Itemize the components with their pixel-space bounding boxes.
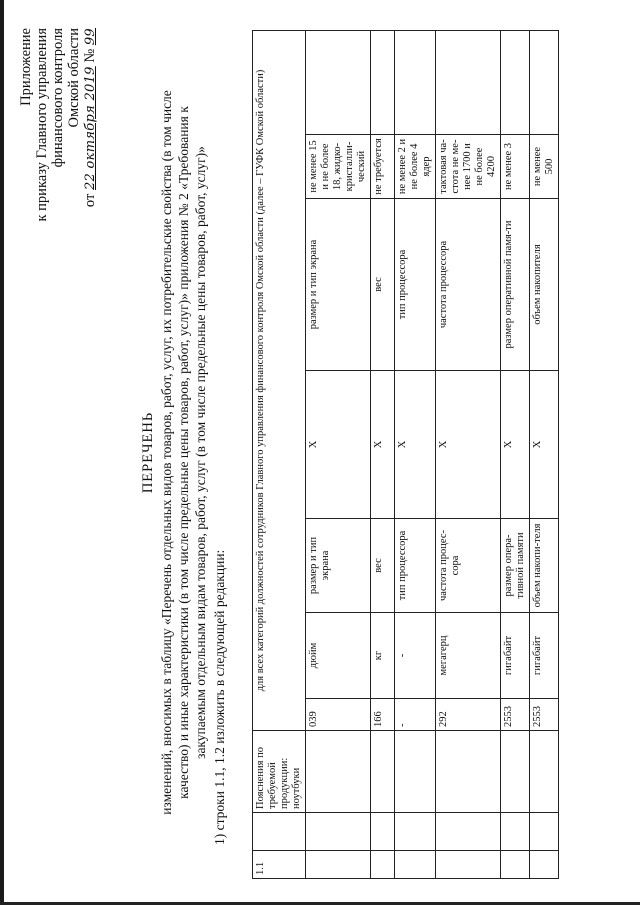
document-title: ПЕРЕЧЕНЬ: [140, 411, 156, 494]
intro-text: 1) строки 1.1, 1.2 изложить в следующей редакции:: [212, 549, 227, 845]
amendments-table: [252, 30, 559, 879]
empty-cell: [501, 731, 530, 813]
appendix-line: Омской области: [66, 28, 82, 128]
unit-cell: кг: [371, 613, 395, 699]
table-row: [306, 30, 371, 878]
empty-cell: [306, 731, 371, 813]
empty-cell: [501, 813, 530, 851]
code-cell: -: [395, 699, 436, 731]
char-cell: тип процессора: [395, 199, 436, 371]
appendix-line: Приложение: [18, 28, 34, 106]
unit-cell: дюйм: [306, 613, 371, 699]
char-cell: вес: [371, 199, 395, 371]
subtitle-line: качество) и иные характеристики (в том числе предельные цены товаров, работ, услуг)» приложения № 2 «Требования к: [176, 106, 191, 799]
empty-cell: [371, 813, 395, 851]
unit-cell: гигабайт: [530, 613, 559, 699]
value-cell: тактовая ча-стота не ме-нее 1700 и не более 4200: [436, 135, 501, 199]
name-cell: вес: [371, 519, 395, 613]
code-cell: 2553: [501, 699, 530, 731]
table-row: [530, 30, 559, 878]
x-cell: X: [530, 371, 559, 519]
appendix-line: к приказу Главного управления: [34, 28, 50, 222]
value-cell: не менее 3: [501, 135, 530, 199]
char-cell: размер оперативной памя-ти: [501, 199, 530, 371]
name-cell: размер опера-тивной памяти: [501, 519, 530, 613]
name-cell: тип процессора: [395, 519, 436, 613]
empty-cell: [501, 851, 530, 879]
document-subtitle: [158, 40, 209, 865]
value-cell: не требуется: [371, 135, 395, 199]
empty-cell: [306, 851, 371, 879]
unit-cell: мегагерц: [436, 613, 501, 699]
empty-cell: [395, 851, 436, 879]
code-cell: 292: [436, 699, 501, 731]
x-cell: X: [306, 371, 371, 519]
empty-cell: [253, 813, 306, 851]
row-label-cell: Пояснения по требуемой продукции: ноутбуки: [253, 731, 306, 813]
appendix-block: [18, 28, 99, 222]
row-number-cell: 1.1: [253, 851, 306, 879]
char-cell: объем накопителя: [530, 199, 559, 371]
table-row: [501, 30, 530, 878]
x-cell: X: [395, 371, 436, 519]
empty-cell: [530, 731, 559, 813]
unit-cell: гигабайт: [501, 613, 530, 699]
empty-cell: [371, 30, 395, 134]
table-row: [395, 30, 436, 878]
table-row: [436, 30, 501, 878]
empty-cell: [530, 851, 559, 879]
x-cell: X: [436, 371, 501, 519]
handwritten-number: 99: [83, 28, 98, 46]
empty-cell: [501, 30, 530, 134]
code-cell: 2553: [530, 699, 559, 731]
unit-cell: -: [395, 613, 436, 699]
handwritten-date: 22 октября 2019: [83, 66, 98, 191]
name-cell: размер и тип экрана: [306, 519, 371, 613]
empty-cell: [436, 851, 501, 879]
empty-cell: [306, 30, 371, 134]
empty-cell: [371, 851, 395, 879]
value-cell: не менее 500: [530, 135, 559, 199]
code-cell: 039: [306, 699, 371, 731]
empty-cell: [436, 30, 501, 134]
empty-cell: [395, 813, 436, 851]
appendix-line: финансового контроля: [50, 28, 66, 168]
subtitle-line: изменений, вносимых в таблицу «Перечень отдельных видов товаров, работ, услуг, их потребительские свойства (в том числе: [159, 90, 174, 815]
value-cell: не менее 2 и не более 4 ядер: [395, 135, 436, 199]
empty-cell: [436, 731, 501, 813]
header-span-cell: для всех категорий должностей сотрудников Главного управления финансового контроля Омской области (далее – ГУФК Омской области): [253, 30, 306, 730]
x-cell: X: [501, 371, 530, 519]
date-prefix: от: [82, 193, 98, 208]
appendix-date-line: [82, 28, 99, 222]
empty-cell: [371, 731, 395, 813]
empty-cell: [306, 813, 371, 851]
x-cell: X: [371, 371, 395, 519]
number-prefix: №: [82, 48, 98, 63]
name-cell: частота процес-сора: [436, 519, 501, 613]
subtitle-line: закупаемым отдельным видам товаров, работ, услуг (в том числе предельные цены товаров, работ, услуг)»: [193, 146, 208, 759]
table-header-row: [253, 30, 306, 878]
table-row: [371, 30, 395, 878]
name-cell: объем накопи-теля: [530, 519, 559, 613]
empty-cell: [530, 30, 559, 134]
char-cell: частота процессора: [436, 199, 501, 371]
empty-cell: [436, 813, 501, 851]
empty-cell: [395, 30, 436, 134]
empty-cell: [395, 731, 436, 813]
code-cell: 166: [371, 699, 395, 731]
empty-cell: [530, 813, 559, 851]
char-cell: размер и тип экрана: [306, 199, 371, 371]
value-cell: не менее 15 и не более 18, жидко-кристалли-ческий: [306, 135, 371, 199]
